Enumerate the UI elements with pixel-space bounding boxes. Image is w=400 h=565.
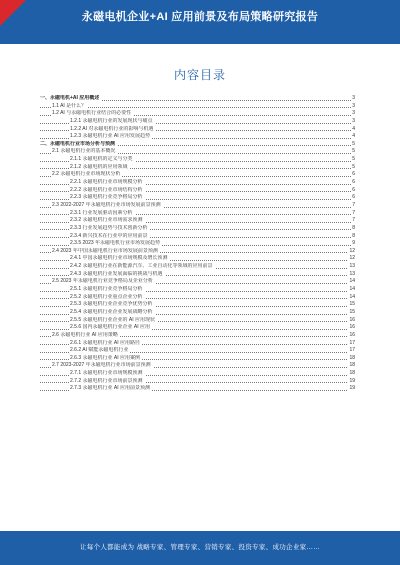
toc-entry[interactable] <box>40 187 355 195</box>
toc-entry-label: 1.1 AI 是什么？ <box>52 102 87 109</box>
toc-entry-label: 2.7.2 永磁电机行业市场前景预测 <box>70 377 143 384</box>
toc-entry[interactable] <box>40 233 355 241</box>
toc-entry-page: 16 <box>349 331 355 338</box>
toc-entry[interactable] <box>40 294 355 302</box>
toc-entry-label: 1.2 AI 与永磁电机行业结合的必要性 <box>52 110 132 117</box>
toc-entry[interactable] <box>40 103 355 111</box>
toc-entry[interactable] <box>40 263 355 271</box>
toc-entry-page: 15 <box>349 301 355 308</box>
toc-entry-label: 2.1 永磁电机行业的基本概况 <box>52 148 116 155</box>
toc-entry[interactable] <box>40 271 355 279</box>
toc-entry[interactable] <box>40 95 355 103</box>
toc-entry-page: 19 <box>349 377 355 384</box>
footer-slogan: 让每个人都能成为 战略专家、管理专家、营销专家、投资专家、成功企业家…… <box>79 544 321 551</box>
toc-entry[interactable] <box>40 324 355 332</box>
toc-entry-label: 2.1.2 永磁电机的应用领域 <box>70 163 128 170</box>
toc-entry[interactable] <box>40 126 355 134</box>
toc-entry-page: 18 <box>349 354 355 361</box>
toc-entry[interactable] <box>40 179 355 187</box>
toc-entry-page: 16 <box>349 316 355 323</box>
toc-entry[interactable] <box>40 301 355 309</box>
toc-entry[interactable] <box>40 255 355 263</box>
toc-entry[interactable] <box>40 248 355 256</box>
toc-entry-page: 3 <box>352 95 355 101</box>
toc-entry[interactable] <box>40 317 355 325</box>
toc-entry[interactable] <box>40 378 355 386</box>
toc-entry-page: 14 <box>349 286 355 293</box>
corner-accent <box>0 0 26 26</box>
toc-entry-page: 6 <box>352 194 355 201</box>
toc-entry[interactable] <box>40 278 355 286</box>
toc-entry[interactable] <box>40 355 355 363</box>
toc-entry-label: 2.6 永磁电机行业 AI 应用策略 <box>52 331 118 338</box>
toc-entry-label: 2.5.1 永磁电机行业竞争格局分析 <box>70 286 143 293</box>
toc-entry-page: 12 <box>349 255 355 262</box>
toc-entry[interactable] <box>40 156 355 164</box>
toc-entry-label: 2.4.1 中国永磁电机行业市场规模及增长预测 <box>70 255 168 262</box>
toc-entry-page: 19 <box>349 385 355 392</box>
toc-entry-page: 7 <box>352 201 355 208</box>
toc-entry-page: 6 <box>352 171 355 178</box>
toc-entry-label: 2.1.1 永磁电机的定义与分类 <box>70 156 133 163</box>
toc-entry-label: 2.2.2 永磁电机行业市场结构分析 <box>70 186 143 193</box>
report-title: 永磁电机企业+AI 应用前景及布局策略研究报告 <box>81 11 319 23</box>
toc-entry-page: 16 <box>349 324 355 331</box>
toc-entry-page: 7 <box>352 217 355 224</box>
toc-entry-page: 3 <box>352 102 355 109</box>
toc-entry-label: 2.5 2023 年永磁电机行业竞争格局及企业分析 <box>52 278 153 285</box>
toc-entry-label: 2.2.3 永磁电机行业竞争格局分析 <box>70 194 143 201</box>
toc-entry[interactable] <box>40 370 355 378</box>
toc-entry-label: 1.2.3 永磁电机行业 AI 应用发展趋势 <box>70 133 151 140</box>
toc-entry-label: 2.3.2 永磁电机行业市场需求预测 <box>70 217 143 224</box>
toc-entry-page: 5 <box>352 148 355 155</box>
toc-entry-page: 4 <box>352 133 355 140</box>
toc-entry-label: 2.7.3 永磁电机行业 AI 应用前景预测 <box>70 385 151 392</box>
toc-entry-label: 2.5.6 国内永磁电机行业企业 AI 应用 <box>70 324 151 331</box>
toc-entry-label: 2.3.1 行业发展驱动因素分析 <box>70 209 133 216</box>
toc-entry-page: 15 <box>349 308 355 315</box>
toc-entry-label: 2.4 2023 年中国永磁电机行业市场发展前景预测 <box>52 247 158 254</box>
toc-entry-page: 17 <box>349 339 355 346</box>
toc-entry-page: 3 <box>352 117 355 124</box>
toc-entry-page: 12 <box>349 247 355 254</box>
toc-entry-label: 一、永磁电机+AI 应用概述 <box>40 95 100 101</box>
toc-entry-page: 14 <box>349 293 355 300</box>
toc-entry-page: 5 <box>352 156 355 163</box>
toc-entry[interactable] <box>40 194 355 202</box>
toc-entry[interactable] <box>40 141 355 149</box>
toc-entry[interactable] <box>40 217 355 225</box>
toc-entry-label: 2.2.1 永磁电机行业市场规模分析 <box>70 179 143 186</box>
toc-entry-page: 8 <box>352 224 355 231</box>
toc-entry[interactable] <box>40 240 355 248</box>
toc-entry-label: 2.3.3 行业发展趋势与技术创新分析 <box>70 224 148 231</box>
toc-entry-page: 4 <box>352 125 355 132</box>
toc-entry-label: 2.6.3 永磁电机行业 AI 应用案例 <box>70 354 141 361</box>
toc-entry-label: 2.3.5 2023 年永磁电机行业市场发展趋势 <box>70 240 161 247</box>
toc-entry[interactable] <box>40 309 355 317</box>
toc-entry-label: 2.5.2 永磁电机行业重点企业分析 <box>70 293 143 300</box>
toc-entry-page: 5 <box>352 163 355 170</box>
toc-entry-label: 2.5.3 永磁电机行业企业竞争优势分析 <box>70 301 153 308</box>
toc-entry-label: 2.5.5 永磁电机行业企业的 AI 应用现状 <box>70 316 156 323</box>
toc-entry-label: 1.2.2 AI 对永磁电机行业的影响与机遇 <box>70 125 154 132</box>
toc-entry-label: 2.4.2 永磁电机行业在新能源汽车、工业自动化等领域的应用前景 <box>70 263 213 270</box>
report-header-bar <box>0 0 400 44</box>
toc-entry[interactable] <box>40 164 355 172</box>
toc-entry-page: 5 <box>352 140 355 147</box>
toc-entry-page: 6 <box>352 179 355 186</box>
toc-entry-page: 13 <box>349 263 355 270</box>
toc-entry-label: 2.3.4 新兴技术在行业中的应用前景 <box>70 232 148 239</box>
toc-entry[interactable] <box>40 340 355 348</box>
toc-entry-label: 2.4.3 永磁电机行业发展面临的挑战与机遇 <box>70 270 163 277</box>
page-title: 内容目录 <box>173 68 226 82</box>
toc-entry-page: 18 <box>349 362 355 369</box>
toc-entry-page: 3 <box>352 110 355 117</box>
toc-entry-page: 14 <box>349 278 355 285</box>
toc-entry[interactable] <box>40 171 355 179</box>
toc-entry-page: 6 <box>352 186 355 193</box>
toc-entry-page: 17 <box>349 347 355 354</box>
toc-entry-page: 9 <box>352 240 355 247</box>
toc-entry-page: 18 <box>349 370 355 377</box>
toc-entry[interactable] <box>40 286 355 294</box>
table-of-contents <box>40 95 355 393</box>
toc-entry-label: 1.2.1 永磁电机行业的发展现状与痛点 <box>70 117 153 124</box>
toc-entry-page: 7 <box>352 209 355 216</box>
footer-bar <box>0 531 400 565</box>
toc-entry[interactable] <box>40 385 355 393</box>
toc-entry[interactable] <box>40 148 355 156</box>
toc-entry-label: 2.6.2 AI 赋能永磁电机行业 <box>70 347 129 354</box>
toc-entry[interactable] <box>40 347 355 355</box>
toc-entry-label: 二、永磁电机行业市场分析与预测 <box>40 140 116 147</box>
toc-entry[interactable] <box>40 210 355 218</box>
toc-entry-label: 2.5.4 永磁电机行业企业发展战略分析 <box>70 308 153 315</box>
toc-entry-page: 8 <box>352 232 355 239</box>
toc-entry-label: 2.7.1 永磁电机行业市场规模预测 <box>70 370 143 377</box>
toc-entry[interactable] <box>40 133 355 141</box>
toc-entry-label: 2.3 2022-2027 年永磁电机行业市场发展前景预测 <box>52 201 161 208</box>
toc-entry[interactable] <box>40 118 355 126</box>
toc-entry-page: 13 <box>349 270 355 277</box>
toc-entry[interactable] <box>40 202 355 210</box>
toc-entry[interactable] <box>40 110 355 118</box>
toc-entry[interactable] <box>40 362 355 370</box>
toc-entry-label: 2.6.1 永磁电机行业 AI 应用路径 <box>70 339 141 346</box>
toc-entry[interactable] <box>40 225 355 233</box>
toc-entry-label: 2.7 2023-2027 年永磁电机行业市场前景预测 <box>52 362 151 369</box>
toc-entry[interactable] <box>40 332 355 340</box>
toc-entry-label: 2.2 永磁电机行业市场现状分析 <box>52 171 121 178</box>
